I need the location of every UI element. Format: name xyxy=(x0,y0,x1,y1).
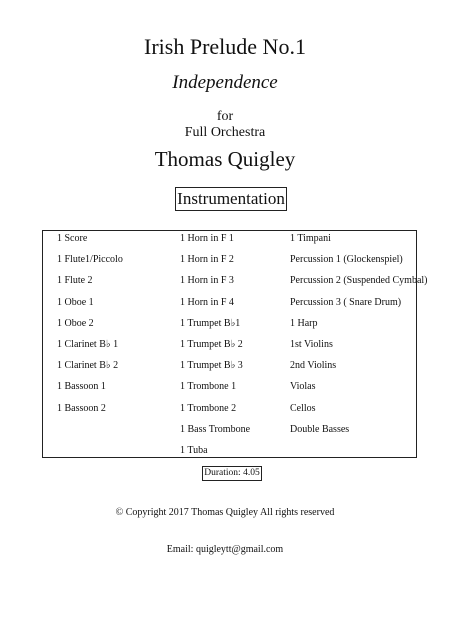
composer-name: Thomas Quigley xyxy=(154,147,296,171)
instrument-item: 1 Score xyxy=(57,233,88,244)
instrument-item: Violas xyxy=(290,381,316,393)
instrument-item: 1 Flute 2 xyxy=(57,275,93,287)
dedication-for: for xyxy=(216,109,234,124)
instrument-item: 1 Clarinet B♭ 1 xyxy=(57,339,119,350)
instrument-item: Percussion 1 (Glockenspiel) xyxy=(290,254,403,266)
instrumentation-list xyxy=(42,230,428,458)
instrument-item: Percussion 2 (Suspended Cymbal) xyxy=(290,275,428,287)
subtitle: Independence xyxy=(172,72,278,93)
instrument-item: 1 Horn in F 3 xyxy=(180,275,234,287)
copyright-notice: © Copyright 2017 Thomas Quigley All rights reserved xyxy=(115,507,335,518)
instrument-item: 1st Violins xyxy=(290,339,333,350)
instrument-item: Double Basses xyxy=(290,423,350,435)
contact-email: Email: quigleytt@gmail.com xyxy=(166,544,284,555)
dedication-ensemble: Full Orchestra xyxy=(184,125,266,140)
instrument-item: 1 Oboe 2 xyxy=(57,317,94,329)
instrumentation-heading: Instrumentation xyxy=(175,187,287,211)
instrument-item: 1 Oboe 1 xyxy=(57,296,94,308)
instrument-item: 1 Trumpet B♭ 2 xyxy=(180,339,243,350)
page-title: Irish Prelude No.1 xyxy=(144,34,306,59)
instrument-item: 1 Trumpet B♭ 3 xyxy=(180,360,243,372)
instrument-item: Cellos xyxy=(290,402,316,414)
instrument-item: 1 Horn in F 4 xyxy=(180,296,234,308)
instrument-item: 2nd Violins xyxy=(290,360,337,372)
instrument-item: 1 Clarinet B♭ 2 xyxy=(57,360,119,372)
instrument-item: 1 Tuba xyxy=(180,445,208,456)
instrument-item: 1 Bassoon 1 xyxy=(57,381,106,393)
instrument-item: 1 Bassoon 2 xyxy=(57,402,106,414)
instrument-item: 1 Horn in F 1 xyxy=(180,233,234,244)
instrument-item: 1 Bass Trombone xyxy=(180,423,251,435)
instrument-item: 1 Flute1/Piccolo xyxy=(57,254,123,266)
instrument-item: Percussion 3 ( Snare Drum) xyxy=(290,296,402,308)
instrument-item: 1 Trumpet B♭1 xyxy=(180,317,241,329)
instrument-item: 1 Trombone 2 xyxy=(180,402,237,414)
instrument-item: 1 Harp xyxy=(290,317,318,329)
instrument-item: 1 Horn in F 2 xyxy=(180,254,234,266)
instrument-item: 1 Timpani xyxy=(290,233,331,244)
duration-label: Duration: 4.05 xyxy=(202,466,262,481)
instrument-item: 1 Trombone 1 xyxy=(180,381,237,393)
